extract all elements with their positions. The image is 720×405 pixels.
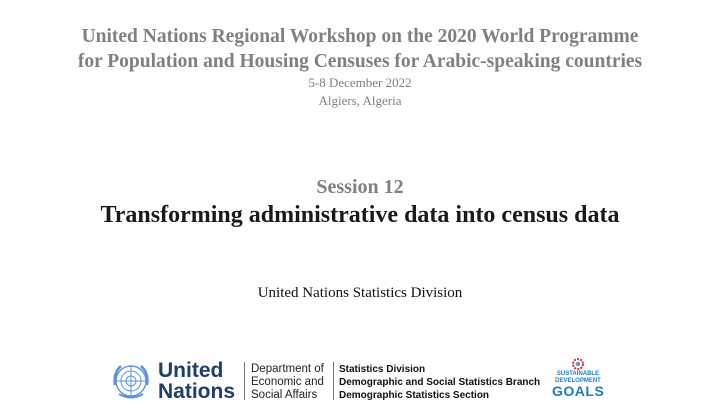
workshop-dates: 5-8 December 2022 (308, 75, 412, 90)
desa-line3: Social Affairs (251, 389, 318, 401)
footer-divider (244, 362, 245, 400)
desa-line2: Economic and (251, 376, 324, 388)
presenter-division: United Nations Statistics Division (257, 285, 463, 301)
un-wordmark (158, 360, 235, 402)
un-emblem-icon (111, 361, 151, 401)
footer-divider (333, 362, 334, 400)
sdg-line2: DEVELOPMENT (555, 377, 601, 384)
sdg-wheel-icon (572, 358, 584, 370)
sdg-logo (552, 358, 604, 402)
logo-footer (0, 358, 720, 404)
un-wordmark-line2: Nations (158, 380, 236, 403)
workshop-location: Algiers, Algeria (318, 93, 402, 108)
desa-line1: Department of (251, 363, 324, 375)
branch-line2: Demographic and Social Statistics Branch (339, 377, 541, 388)
statistics-branch-label (339, 363, 540, 402)
session-label: Session 12 (316, 176, 404, 198)
sdg-goals: GOALS (552, 383, 605, 399)
branch-line3: Demographic Statistics Section (339, 390, 490, 401)
workshop-title-line2: for Population and Housing Censuses for Arabic-speaking countries (77, 51, 643, 72)
branch-line1: Statistics Division (339, 364, 426, 375)
un-wordmark-line1: United (158, 359, 224, 382)
workshop-title-line1: United Nations Regional Workshop on the 2020 World Programme (81, 26, 639, 47)
sdg-line1: SUSTAINABLE (556, 371, 600, 377)
presentation-title: Transforming administrative data into census data (100, 202, 620, 228)
desa-label (251, 363, 324, 402)
workshop-header (0, 24, 720, 110)
